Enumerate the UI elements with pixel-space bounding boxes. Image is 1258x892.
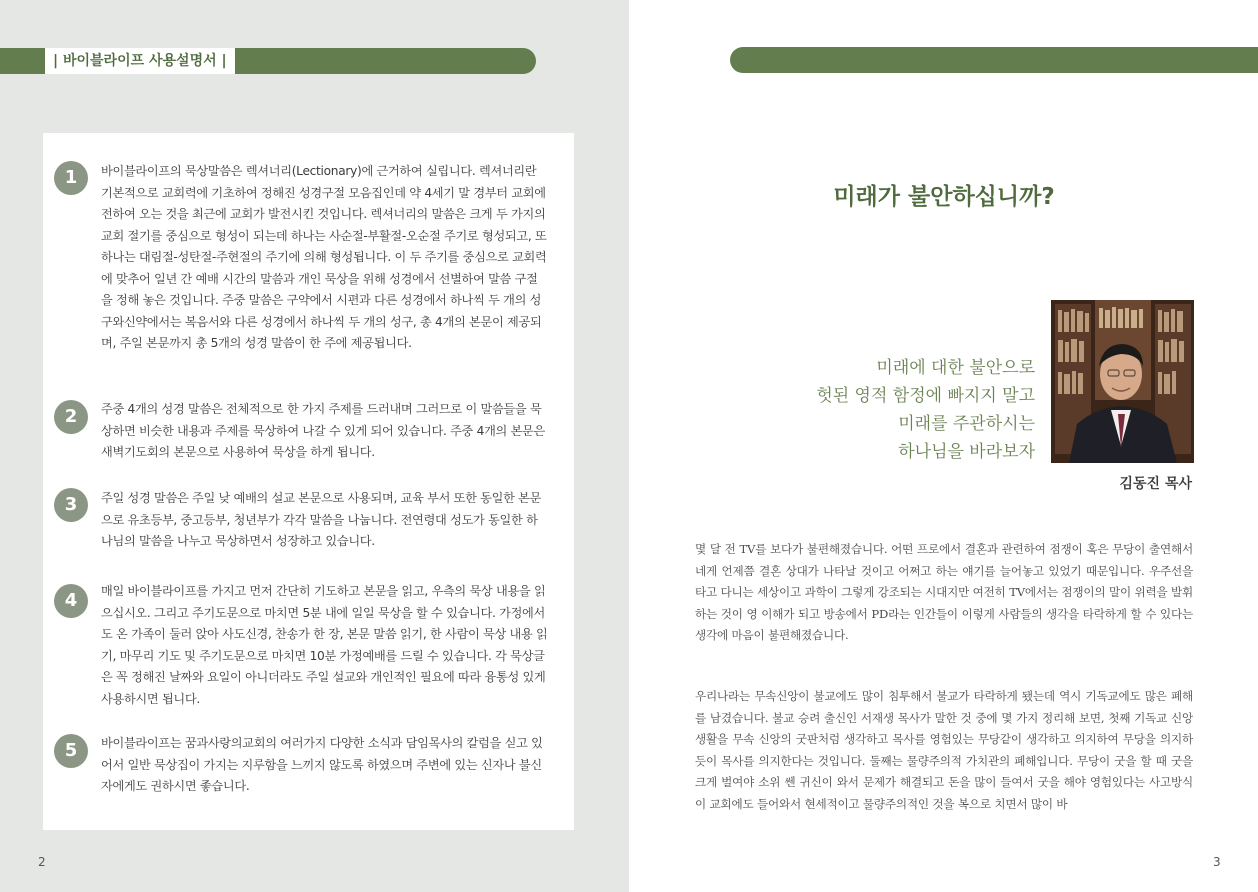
- lead-line: 미래를 주관하시는: [898, 414, 1035, 434]
- item-number-badge: 2: [54, 400, 88, 434]
- lead-line: 하나님을 바라보자: [898, 442, 1035, 462]
- column-title: 미래가 불안하십니까?: [833, 184, 1055, 210]
- header-bar: [730, 47, 1258, 73]
- item-text: 바이블라이프의 묵상말씀은 렉셔너리(Lectionary)에 근거하여 실립니다. 렉셔너리란 기본적으로 교회력에 기초하여 정해진 성경구절 모음집인데 약 4세기 말 경부터 교회에 전하여 오는 것을 최근에 교회가 발전시킨 것입니다. 렉셔너리의 말씀은 크게 두 가지의 교회 절기를 중심으로 형성이 되는데 하나는 사순절-부활절-오순절 주기로 형성되고, 또 하나는 대림절-성탄절-주현절의 주기에 의해 형성됩니다. 이 두 주기를 중심으로 교회력에 맞추어 일년 간 예배 시간의 말씀과 개인 묵상을 위해 성경에서 선별하여 말씀 구절을 정해 놓은 것입니다. 주중 말씀은 구약에서 시편과 다른 성경에서 하나씩 두 개의 성구와신약에서는 복음서와 다른 성경에서 하나씩 두 개의 성구, 총 4개의 본문이 제공되며, 주일 본문까지 총 5개의 성경 말씀이 한 주에 제공됩니다.: [101, 164, 547, 350]
- item-text: 주일 성경 말씀은 주일 낮 예배의 설교 본문으로 사용되며, 교육 부서 또한 동일한 본문으로 유초등부, 중고등부, 청년부가 각각 말씀을 나눕니다. 전연령대 성도가 동일한 하나님의 말씀을 나누고 묵상하면서 성장하고 있습니다.: [101, 491, 542, 548]
- item-text: 주중 4개의 성경 말씀은 전체적으로 한 가지 주제를 드러내며 그러므로 이 말씀들을 묵상하면 비슷한 내용과 주제를 묵상하여 나갈 수 있게 되어 있습니다. 주중 4개의 본문은 새벽기도회의 본문으로 사용하여 묵상을 하게 됩니다.: [101, 402, 546, 459]
- item-text: 매일 바이블라이프를 가지고 먼저 간단히 기도하고 본문을 읽고, 우측의 묵상 내용을 읽으십시오. 그리고 주기도문으로 마치면 5분 내에 일일 묵상을 할 수 있습니다. 가정에서도 온 가족이 둘러 앉아 사도신경, 찬송가 한 장, 본문 말씀 읽기, 한 사람이 묵상 내용 읽기, 마무리 기도 및 주기도문으로 마치면 10분 가정예배를 드릴 수 있습니다. 각 묵상글은 꼭 정해진 날짜와 요일이 아니더라도 주일 설교와 개인적인 필요에 따라 융통성 있게 사용하시면 됩니다.: [101, 584, 548, 706]
- instructions-card: [43, 133, 574, 830]
- body-paragraph: 몇 달 전 TV를 보다가 불편해졌습니다. 어떤 프로에서 결혼과 관련하여 점쟁이 혹은 무당이 출연해서 네게 언제쯤 결혼 상대가 나타날 것이고 어쩌고 하는 얘기를 늘어놓고 있었기 때문입니다. 우주선을 타고 다니는 세상이고 과학이 그렇게 강조되는 시대지만 여전히 TV에서는 점쟁이의 말이 위력을 발휘하는 것이 영 이해가 되고 방송에서 PD라는 인간들이 이렇게 사람들의 생각을 타락하게 할 수 있다는 생각에 마음이 불편해졌습니다.: [695, 542, 1193, 642]
- item-number-badge: 5: [54, 734, 88, 768]
- lead-line: 미래에 대한 불안으로: [876, 358, 1035, 378]
- lead-line: 헛된 영적 함정에 빠지지 말고: [816, 386, 1035, 406]
- item-text: 바이블라이프는 꿈과사랑의교회의 여러가지 다양한 소식과 담임목사의 칼럼을 싣고 있어서 일반 묵상집이 가지는 지루함을 느끼지 않도록 하였으며 주변에 있는 신자나 불신자에게도 권하시면 좋습니다.: [101, 736, 543, 793]
- right-page: [629, 0, 1258, 892]
- item-number-badge: 3: [54, 488, 88, 522]
- lead-quote: [715, 354, 1035, 466]
- section-header-label: | 바이블라이프 사용설명서 |: [45, 48, 235, 74]
- item-number-badge: 1: [54, 161, 88, 195]
- body-paragraph: 우리나라는 무속신앙이 불교에도 많이 침투해서 불교가 타락하게 됐는데 역시 기독교에도 많은 폐해를 남겼습니다. 불교 승려 출신인 서재생 목사가 말한 것 중에 몇 가지 정리해 보면, 첫째 기독교 신앙생활을 무속 신앙의 굿판처럼 생각하고 목사를 영험있는 무당같이 생각하고 의지하여 무당을 의지하듯이 목사를 의지한다는 것입니다. 둘째는 물량주의적 가치관의 폐해입니다. 무당이 굿을 할 때 굿을 크게 벌여야 소위 쎈 귀신이 와서 문제가 해결되고 돈을 많이 들여서 굿을 해야 영험있다는 사고방식이 교회에도 들어와서 현세적이고 물량주의적인 것을 복으로 치면서 많이 바: [695, 689, 1193, 811]
- item-number-badge: 4: [54, 584, 88, 618]
- author-photo: [1051, 300, 1194, 463]
- page-number: 3: [1213, 855, 1221, 869]
- page-number: 2: [38, 855, 46, 869]
- author-name: 김동진 목사: [1119, 476, 1192, 492]
